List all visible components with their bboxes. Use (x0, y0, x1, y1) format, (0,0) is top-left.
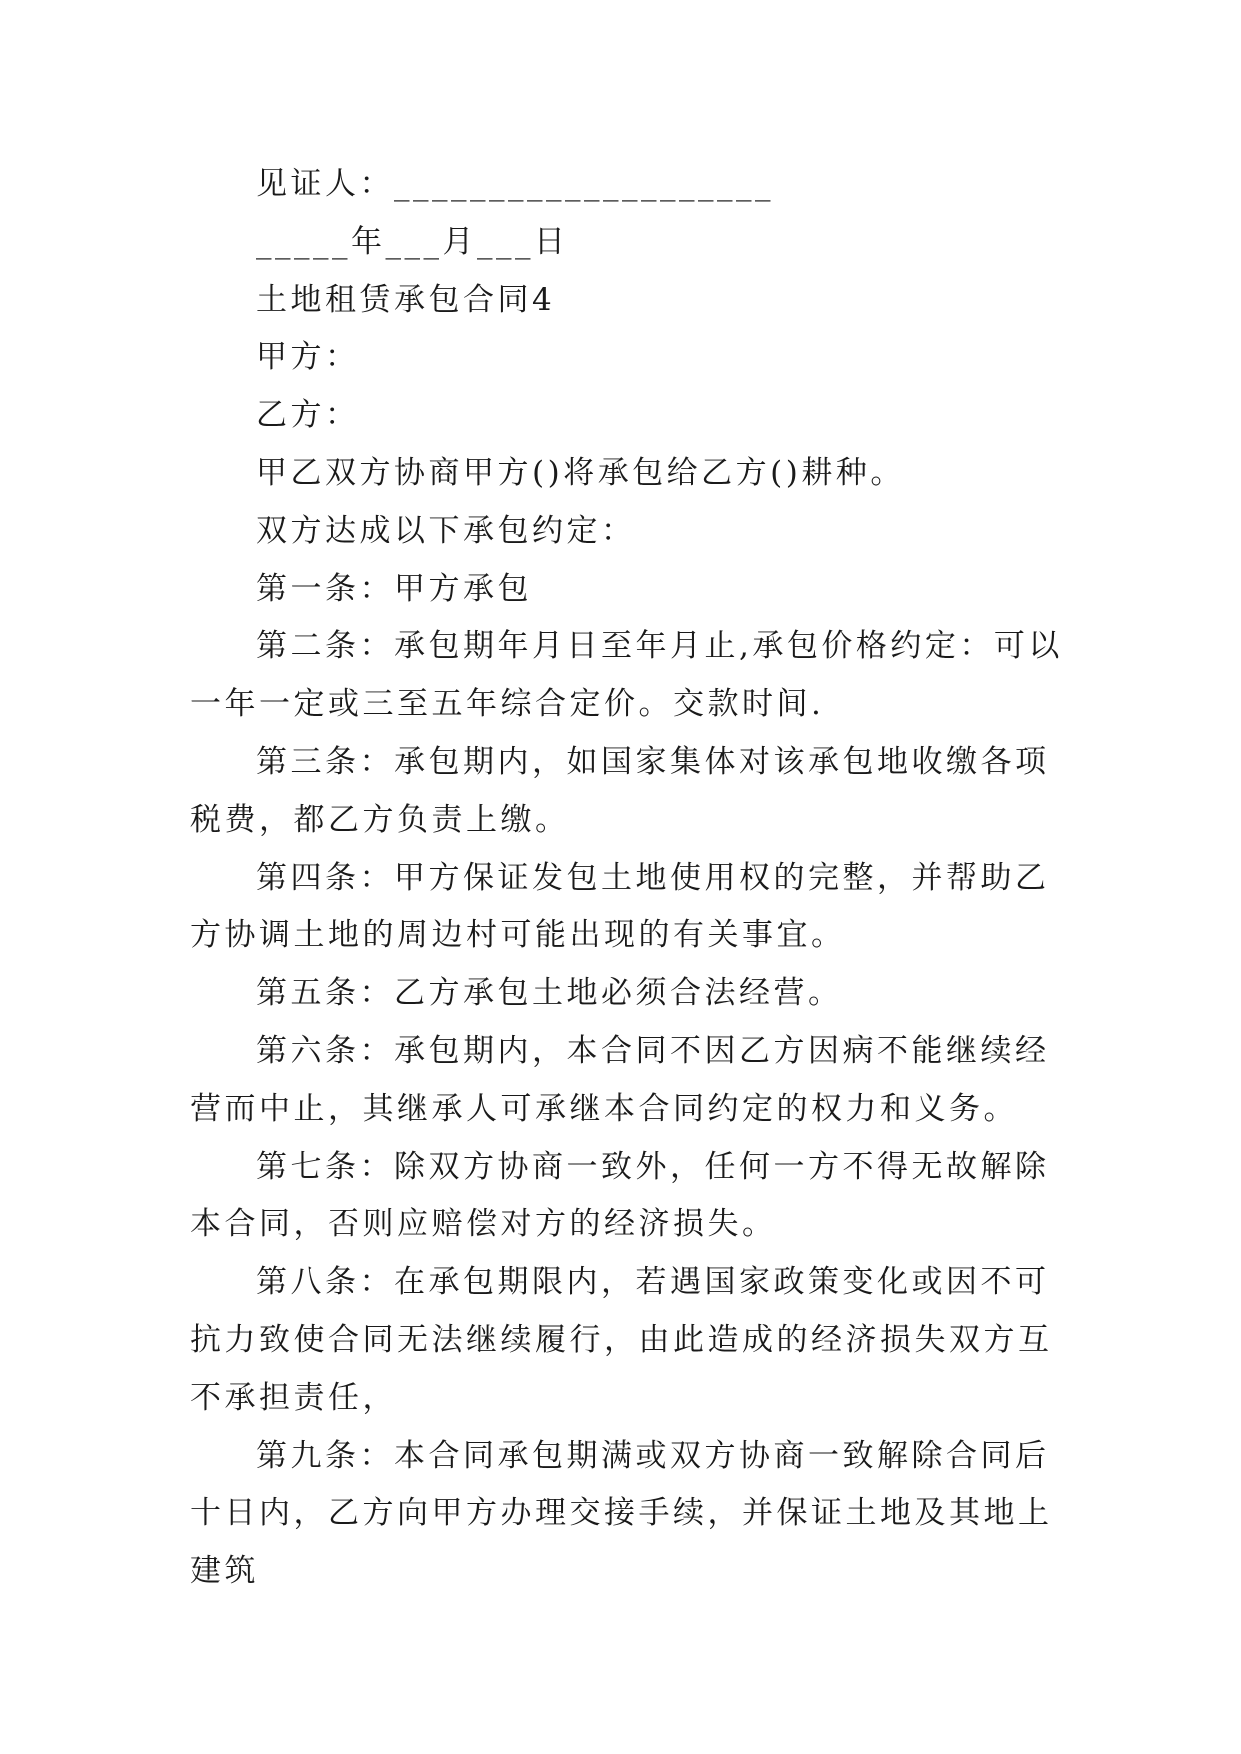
article-2: 第二条：承包期年月日至年月止,承包价格约定：可以一年一定或三至五年综合定价。交款时间. (190, 628, 1063, 723)
article-9: 第九条：本合同承包期满或双方协商一致解除合同后十日内，乙方向甲方办理交接手续，并保证土地及其地上建筑 (190, 1437, 1053, 1590)
witness-line: 见证人：____________________ (256, 166, 774, 202)
intro-paragraph: 甲乙双方协商甲方()将承包给乙方()耕种。 (256, 454, 905, 491)
article-5: 第五条：乙方承包土地必须合法经营。 (256, 975, 843, 1012)
agreement-lead: 双方达成以下承包约定： (256, 512, 636, 549)
article-3: 第三条：承包期内，如国家集体对该承包地收缴各项税费，都乙方负责上缴。 (190, 743, 1050, 838)
contract-title: 土地租赁承包合同4 (256, 281, 556, 318)
date-line: _____年___月___日 (256, 223, 569, 260)
article-1: 第一条：甲方承包 (256, 570, 532, 607)
article-4: 第四条：甲方保证发包土地使用权的完整，并帮助乙方协调土地的周边村可能出现的有关事宜。 (190, 859, 1050, 954)
party-a-line: 甲方： (256, 339, 360, 376)
article-8: 第八条：在承包期限内，若遇国家政策变化或因不可抗力致使合同无法继续履行，由此造成的经济损失双方互不承担责任， (190, 1264, 1053, 1416)
article-6: 第六条：承包期内，本合同不因乙方因病不能继续经营而中止，其继承人可承继本合同约定的权力和义务。 (190, 1032, 1050, 1127)
party-b-line: 乙方： (256, 397, 360, 434)
article-7: 第七条：除双方协商一致外，任何一方不得无故解除本合同，否则应赔偿对方的经济损失。 (190, 1148, 1050, 1243)
document-body (190, 156, 1070, 1601)
